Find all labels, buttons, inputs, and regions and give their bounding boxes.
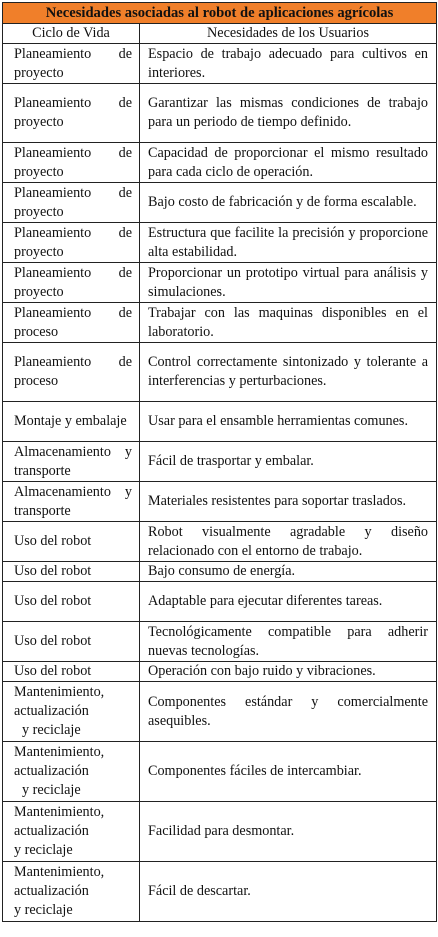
table-row <box>3 263 437 303</box>
lifecycle-cell: Planeamiento de proceso <box>3 343 140 402</box>
table-row <box>3 303 437 343</box>
lifecycle-cell: Uso del robot <box>3 522 140 562</box>
need-cell: Trabajar con las maquinas disponibles en el laboratorio. <box>140 303 437 343</box>
lifecycle-cell: Almacenamiento y transporte <box>3 482 140 522</box>
need-cell: Fácil de descartar. <box>140 862 437 922</box>
table-row <box>3 343 437 402</box>
need-cell: Bajo costo de fabricación y de forma escalable. <box>140 183 437 223</box>
lifecycle-cell: Planeamiento de proyecto <box>3 223 140 263</box>
lifecycle-cell: Planeamiento de proyecto <box>3 44 140 84</box>
table-row <box>3 862 437 922</box>
table-row <box>3 223 437 263</box>
lifecycle-cell: Uso del robot <box>3 582 140 622</box>
lifecycle-cell: Uso del robot <box>3 562 140 582</box>
need-cell: Control correctamente sintonizado y tolerante a interferencias y perturbaciones. <box>140 343 437 402</box>
need-cell: Componentes estándar y comercialmente asequibles. <box>140 682 437 742</box>
lifecycle-cell: Planeamiento de proyecto <box>3 143 140 183</box>
lifecycle-cell: Planeamiento de proyecto <box>3 84 140 143</box>
need-cell: Adaptable para ejecutar diferentes tareas. <box>140 582 437 622</box>
table-row <box>3 522 437 562</box>
need-cell: Tecnológicamente compatible para adherir nuevas tecnologías. <box>140 622 437 662</box>
lifecycle-cell: Uso del robot <box>3 662 140 682</box>
table-row <box>3 682 437 742</box>
table-row <box>3 562 437 582</box>
needs-table <box>2 2 437 922</box>
need-cell: Garantizar las mismas condiciones de trabajo para un periodo de tiempo definido. <box>140 84 437 143</box>
table-row <box>3 44 437 84</box>
header-user-needs: Necesidades de los Usuarios <box>140 24 437 44</box>
need-cell: Capacidad de proporcionar el mismo resultado para cada ciclo de operación. <box>140 143 437 183</box>
lifecycle-cell: Planeamiento de proyecto <box>3 183 140 223</box>
table-title: Necesidades asociadas al robot de aplicaciones agrícolas <box>3 3 437 24</box>
lifecycle-cell: Mantenimiento, actualización y reciclaje <box>3 862 140 922</box>
need-cell: Facilidad para desmontar. <box>140 802 437 862</box>
lifecycle-cell: Almacenamiento y transporte <box>3 442 140 482</box>
lifecycle-cell: Mantenimiento, actualización y reciclaje <box>3 802 140 862</box>
table-row <box>3 442 437 482</box>
table-row <box>3 742 437 802</box>
table-row <box>3 582 437 622</box>
need-cell: Componentes fáciles de intercambiar. <box>140 742 437 802</box>
need-cell: Proporcionar un prototipo virtual para análisis y simulaciones. <box>140 263 437 303</box>
need-cell: Materiales resistentes para soportar traslados. <box>140 482 437 522</box>
lifecycle-cell: Mantenimiento, actualización y reciclaje <box>3 742 140 802</box>
lifecycle-cell: Planeamiento de proceso <box>3 303 140 343</box>
lifecycle-cell: Uso del robot <box>3 622 140 662</box>
table-row <box>3 84 437 143</box>
header-lifecycle: Ciclo de Vida <box>3 24 140 44</box>
need-cell: Estructura que facilite la precisión y proporcione alta estabilidad. <box>140 223 437 263</box>
table-row <box>3 662 437 682</box>
need-cell: Operación con bajo ruido y vibraciones. <box>140 662 437 682</box>
table-row <box>3 802 437 862</box>
lifecycle-cell: Planeamiento de proyecto <box>3 263 140 303</box>
need-cell: Fácil de trasportar y embalar. <box>140 442 437 482</box>
table-row <box>3 622 437 662</box>
table-row <box>3 402 437 442</box>
need-cell: Bajo consumo de energía. <box>140 562 437 582</box>
need-cell: Espacio de trabajo adecuado para cultivos en interiores. <box>140 44 437 84</box>
table-row <box>3 143 437 183</box>
lifecycle-cell: Mantenimiento, actualización y reciclaje <box>3 682 140 742</box>
need-cell: Robot visualmente agradable y diseño relacionado con el entorno de trabajo. <box>140 522 437 562</box>
table-row <box>3 482 437 522</box>
table-row <box>3 183 437 223</box>
need-cell: Usar para el ensamble herramientas comunes. <box>140 402 437 442</box>
lifecycle-cell: Montaje y embalaje <box>3 402 140 442</box>
